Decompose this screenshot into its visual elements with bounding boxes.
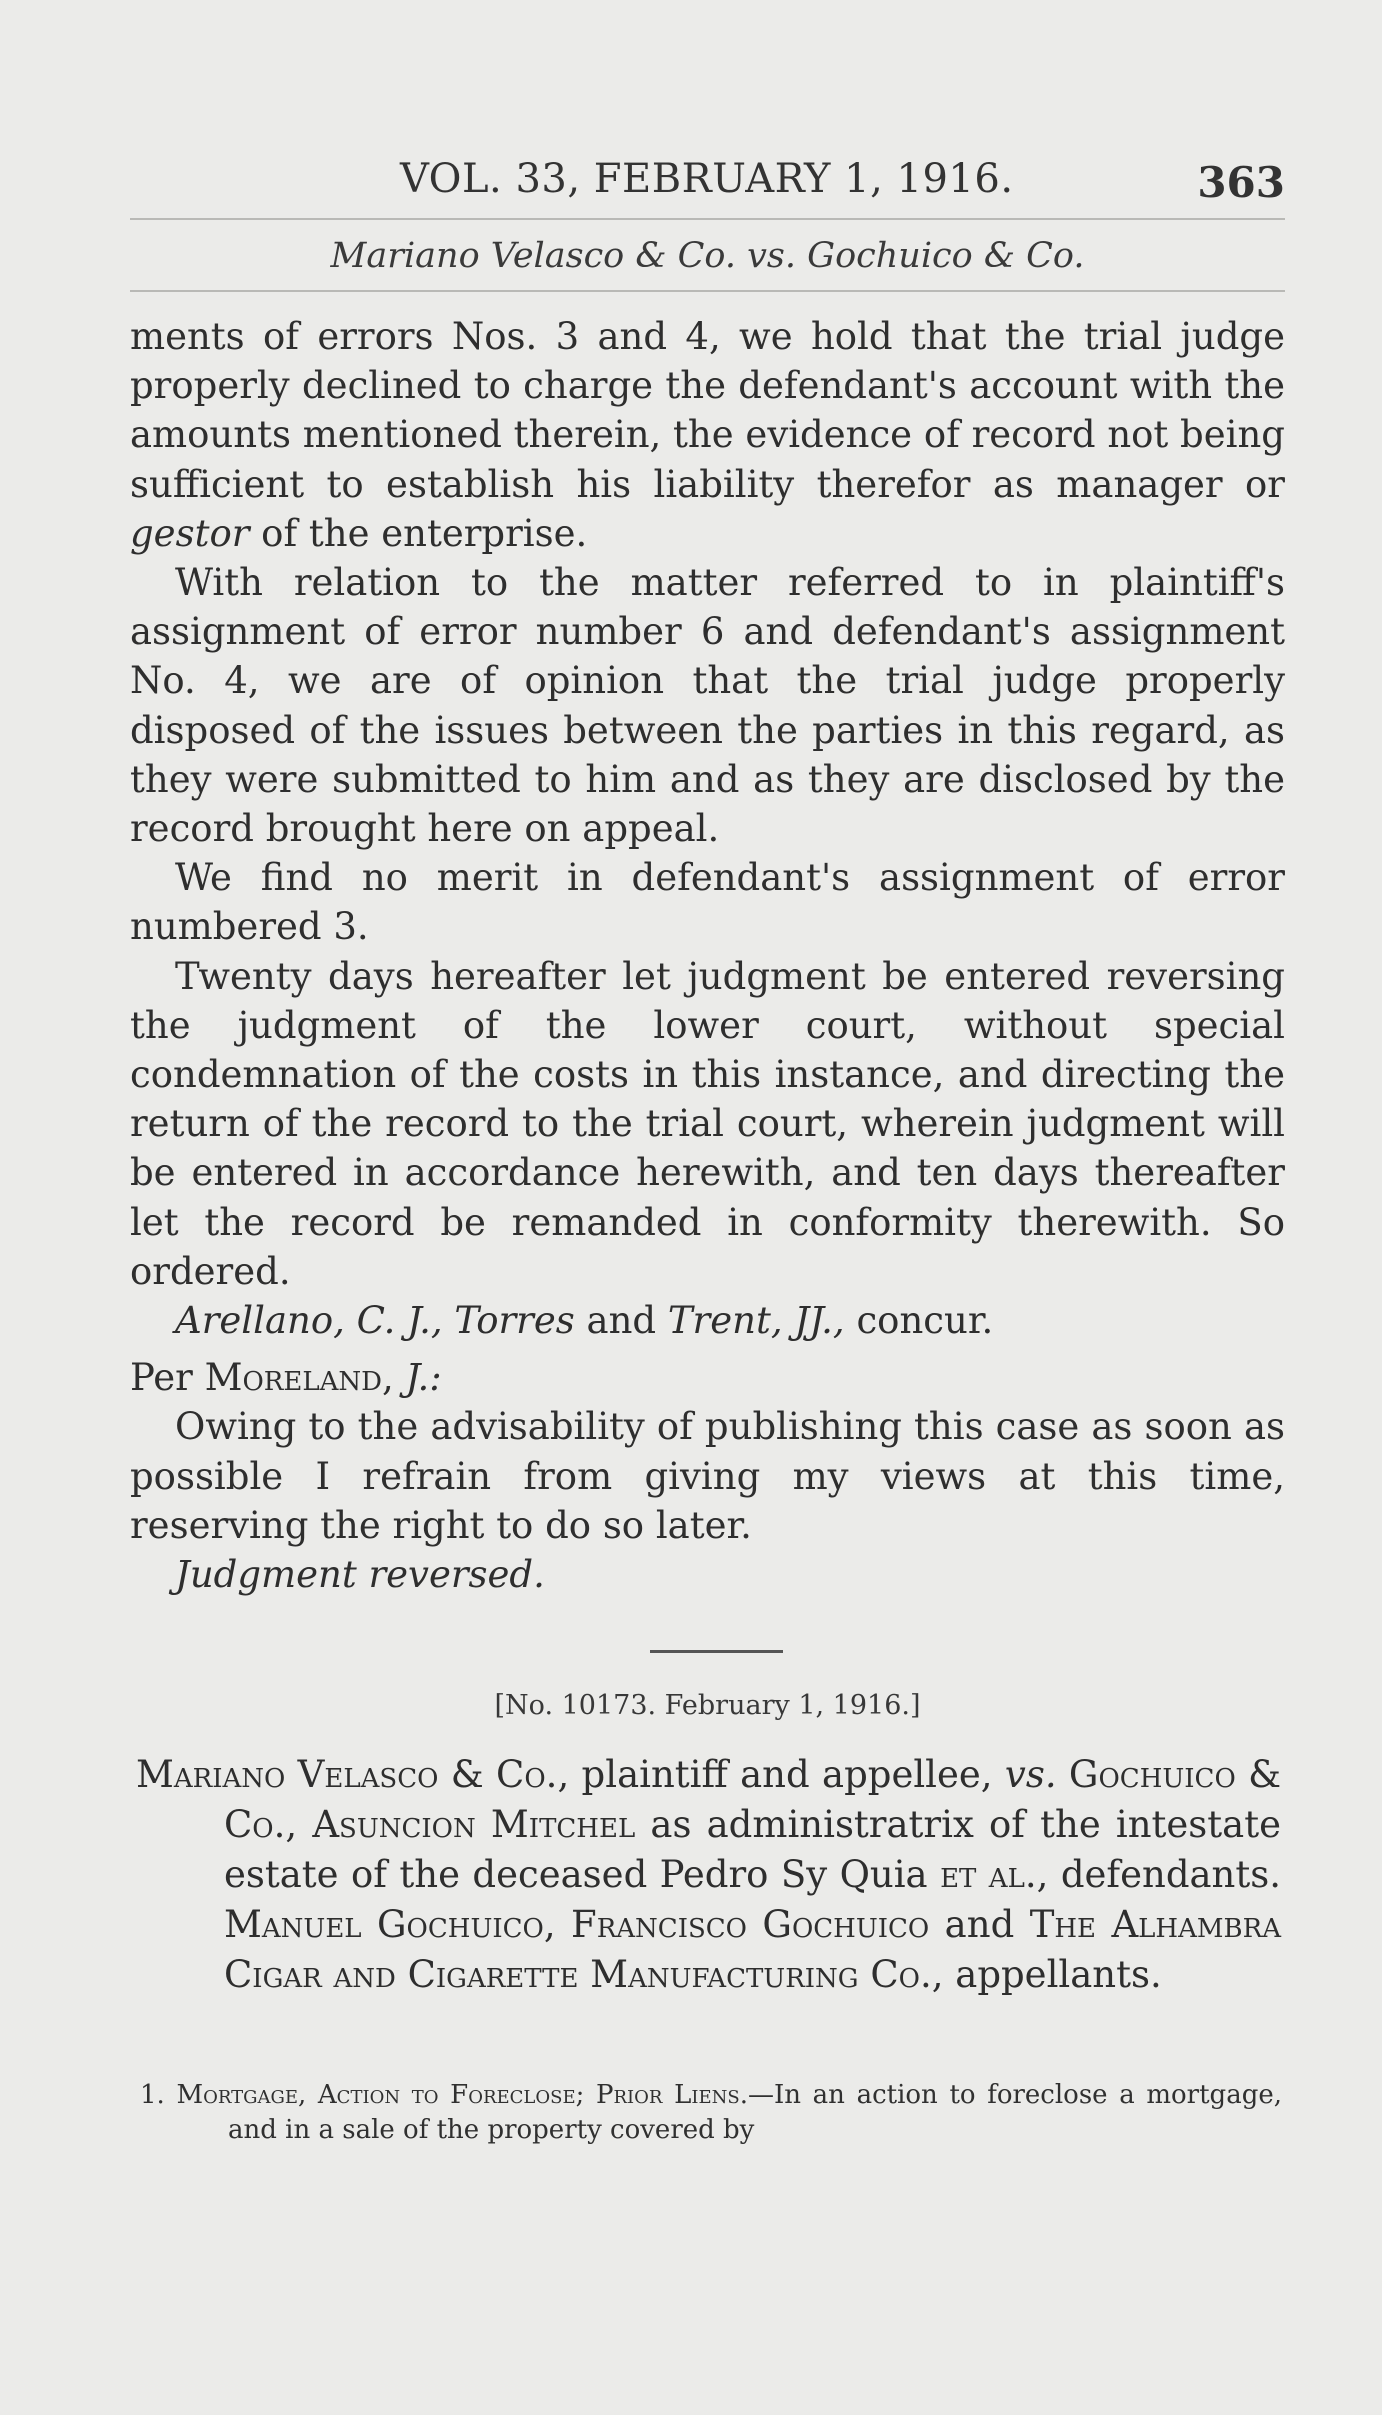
paragraph-assignment-6: With relation to the matter referred to in plaintiff's assignment of error number 6 and defendant's assignment No. 4, we are of opinion that the trial judge properly disposed of the issues between the parties in this regard, as they were submitted to him and as they are disclosed by the record brought here on appeal. [130, 561, 1285, 851]
volume-date-title: VOL. 33, FEBRUARY 1, 1916. [400, 156, 1014, 202]
header-rule-top [130, 218, 1285, 220]
section-divider [650, 1650, 783, 1653]
paragraph-error-3: We find no merit in defendant's assignment of error numbered 3. [130, 856, 1285, 949]
running-head [130, 156, 1285, 216]
syllabus-heading: Mortgage, Action to Foreclose; Prior Liens. [176, 2080, 748, 2110]
header-rule-bottom [130, 290, 1285, 292]
page-number: 363 [1197, 158, 1285, 207]
paragraph-moreland: Owing to the advisability of publishing this case as soon as possible I refrain from giving my views at this time, reserving the right to do so later. [130, 1405, 1285, 1547]
paragraph-disposition: Twenty days hereafter let judgment be entered reversing the judgment of the lower court, without special condemnation of the costs in this instance, and directing the return of the record to the trial court, wherein judgment will be entered in accordance herewith, and ten days thereafter let the record be remanded in conformity therewith. So ordered. [130, 954, 1285, 1293]
case-caption: Mariano Velasco & Co. vs. Gochuico & Co. [330, 236, 1085, 276]
gestor-term: gestor [130, 511, 250, 555]
judgment-line: Judgment reversed. [175, 1553, 545, 1597]
per-moreland-line: Per Moreland, J.: [130, 1356, 442, 1400]
concurrence-line: Arellano, C. J., Torres and Trent, JJ., concur. [175, 1299, 994, 1343]
party-caption: Mariano Velasco & Co., plaintiff and appellee, vs. Gochuico & Co., Asuncion Mitchel as administratrix of the intestate estate of the deceased Pedro Sy Quia et al., defendants. Manuel Gochuico, Francisco Gochuico and The Alhambra Cigar and Cigarette Manufacturing Co., appellants. [136, 1753, 1282, 1996]
syllabus-note: 1. Mortgage, Action to Foreclose; Prior Liens.—In an action to foreclose a mortgage, and in a sale of the property covered by [140, 2080, 1282, 2145]
docket-line: [No. 10173. February 1, 1916.] [494, 1690, 921, 1721]
paragraph-errors-3-4: ments of errors Nos. 3 and 4, we hold that the trial judge properly declined to charge the defendant's account with the amounts mentioned therein, the evidence of record not being sufficient to establish his liability therefor as manager or gestor of the enterprise. [130, 315, 1285, 555]
opinion-text [130, 312, 1285, 1599]
